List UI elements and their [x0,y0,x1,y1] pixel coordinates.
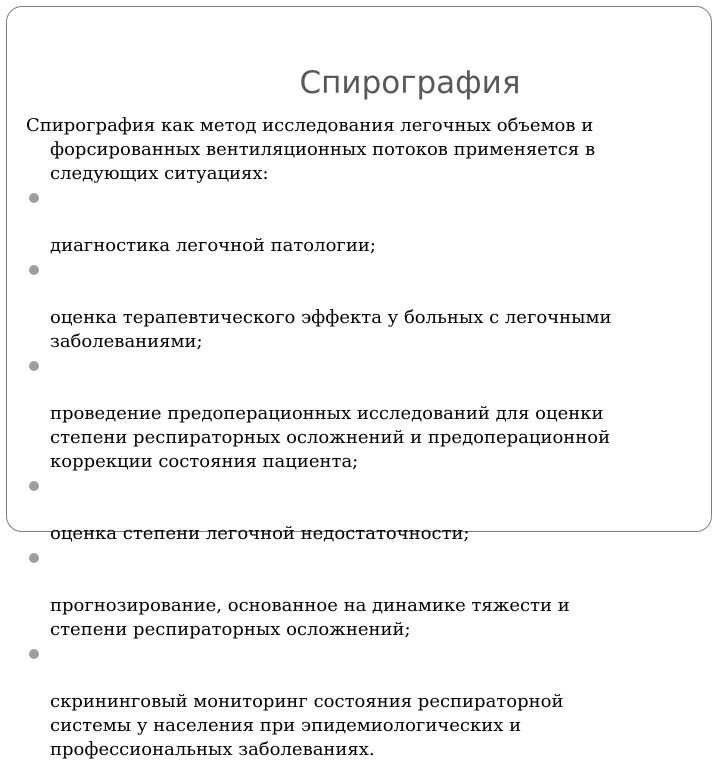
slide-title: Спирография [299,65,521,101]
list-item-text: прогнозирование, основанное на динамике тяжести и степени респираторных осложнений; [50,595,570,640]
intro-paragraph: Спирография как метод исследования легочных объемов и форсированных вентиляционных потоков применяется в следующих ситуациях: [26,115,596,184]
list-item-text: оценка терапевтического эффекта у больных с легочными заболеваниями; [50,307,612,352]
bullet-icon [29,553,39,563]
list-item [26,258,694,354]
list-item-text: диагностика легочной патологии; [50,235,376,256]
bullet-icon [29,649,39,659]
list-item-text: проведение предоперационных исследований для оценки степени респираторных осложнений и предоперационной коррекции состояния пациента; [50,403,611,472]
slide-body [26,114,694,762]
bullet-icon [29,193,39,203]
list-item [26,474,694,546]
list-item [26,186,694,258]
bullet-icon [29,265,39,275]
list-item [26,642,694,762]
list-item [26,354,694,474]
list-item-text: оценка степени легочной недостаточности; [50,523,470,544]
list-item [26,546,694,642]
bullet-list [26,186,694,762]
bullet-icon [29,481,39,491]
list-item-text: скрининговый мониторинг состояния респираторной системы у населения при эпидемиологических и профессиональных заболеваниях. [50,691,564,760]
bullet-icon [29,361,39,371]
